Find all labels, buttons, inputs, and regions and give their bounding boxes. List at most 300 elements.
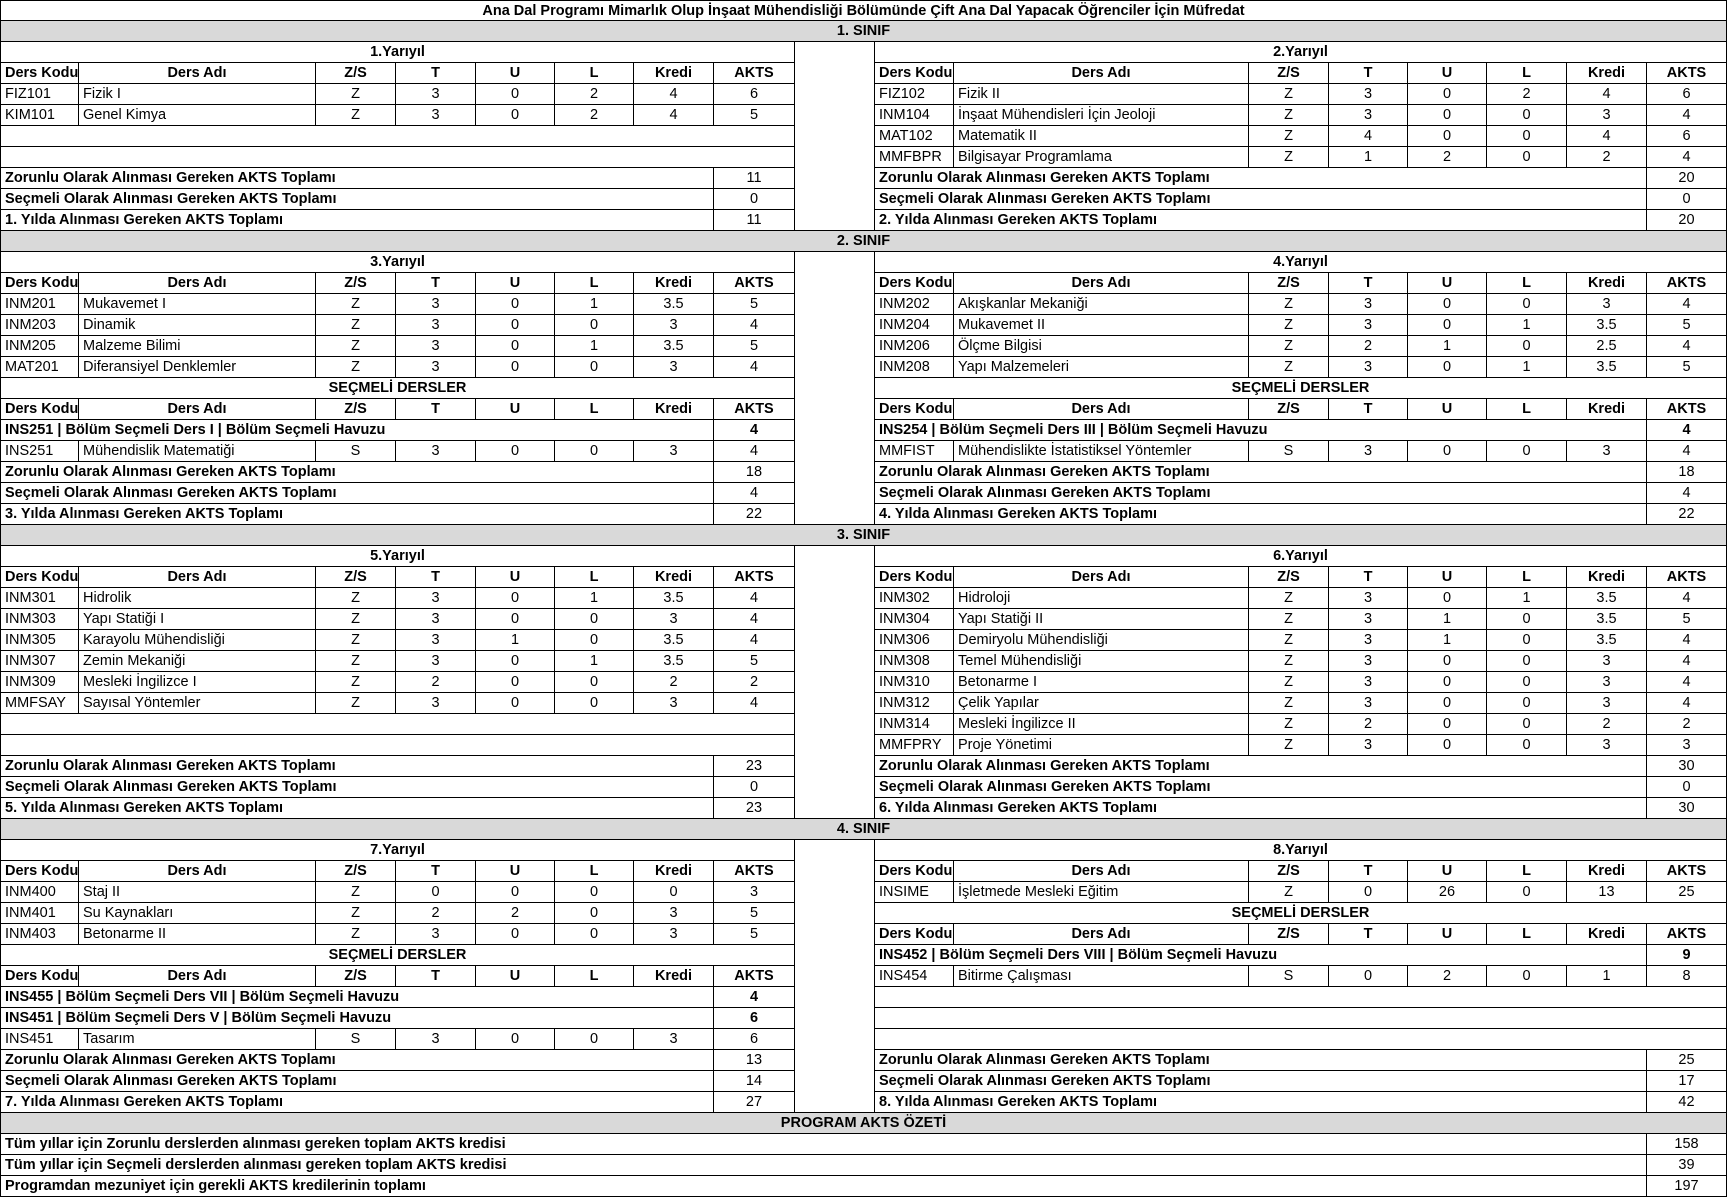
course-zs: Z <box>316 84 396 105</box>
course-t: 3 <box>396 924 476 945</box>
course-t: 0 <box>1329 882 1408 903</box>
header-l: L <box>1487 861 1567 882</box>
course-t: 3 <box>396 630 476 651</box>
course-u: 0 <box>1408 588 1487 609</box>
course-zs: Z <box>316 882 396 903</box>
course-name: Bitirme Çalışması <box>954 966 1249 987</box>
header-kredi: Kredi <box>1567 567 1647 588</box>
course-code: INSIME <box>875 882 954 903</box>
course-kredi: 3 <box>1567 651 1647 672</box>
course-kredi: 2 <box>1567 147 1647 168</box>
course-l: 1 <box>555 294 634 315</box>
course-code: INS251 <box>0 441 79 462</box>
course-akts: 4 <box>714 357 795 378</box>
header-code: Ders Kodu <box>875 567 954 588</box>
column-gap <box>795 546 875 819</box>
course-u: 0 <box>476 294 555 315</box>
total-value: 13 <box>714 1050 795 1071</box>
header-kredi: Kredi <box>634 861 714 882</box>
summary-row <box>0 1176 1727 1197</box>
total-label: Zorunlu Olarak Alınması Gereken AKTS Toplamı <box>0 168 714 189</box>
course-code: INM307 <box>0 651 79 672</box>
total-value: 0 <box>714 777 795 798</box>
header-zs: Z/S <box>316 966 396 987</box>
total-label: Seçmeli Olarak Alınması Gereken AKTS Toplamı <box>875 483 1647 504</box>
header-l: L <box>1487 567 1567 588</box>
course-akts: 5 <box>714 924 795 945</box>
course-t: 3 <box>1329 357 1408 378</box>
header-code: Ders Kodu <box>875 273 954 294</box>
header-name: Ders Adı <box>954 273 1249 294</box>
course-zs: Z <box>316 630 396 651</box>
header-code: Ders Kodu <box>875 924 954 945</box>
course-name: Su Kaynakları <box>79 903 316 924</box>
total-value: 17 <box>1647 1071 1727 1092</box>
total-label: 6. Yılda Alınması Gereken AKTS Toplamı <box>875 798 1647 819</box>
header-kredi: Kredi <box>1567 63 1647 84</box>
course-akts: 5 <box>714 903 795 924</box>
header-u: U <box>1408 861 1487 882</box>
header-kredi: Kredi <box>634 399 714 420</box>
course-kredi: 3 <box>634 903 714 924</box>
header-code: Ders Kodu <box>875 399 954 420</box>
course-kredi: 3 <box>1567 441 1647 462</box>
header-u: U <box>476 399 555 420</box>
course-u: 0 <box>476 315 555 336</box>
course-zs: Z <box>316 357 396 378</box>
course-kredi: 13 <box>1567 882 1647 903</box>
class-title-row <box>0 819 1727 840</box>
course-code: FIZ102 <box>875 84 954 105</box>
course-akts: 5 <box>1647 609 1727 630</box>
course-name: Mühendislik Matematiği <box>79 441 316 462</box>
header-name: Ders Adı <box>954 63 1249 84</box>
header-akts: AKTS <box>714 861 795 882</box>
course-l: 0 <box>555 1029 634 1050</box>
semester-title: 5.Yarıyıl <box>0 546 795 567</box>
total-value: 22 <box>714 504 795 525</box>
course-u: 0 <box>1408 441 1487 462</box>
course-t: 3 <box>396 357 476 378</box>
right-blank-cell <box>875 1029 1727 1050</box>
left-blank-cell <box>0 714 795 735</box>
header-akts: AKTS <box>1647 63 1727 84</box>
course-u: 0 <box>1408 714 1487 735</box>
course-name: Karayolu Mühendisliği <box>79 630 316 651</box>
class-title: 3. SINIF <box>0 525 1727 546</box>
course-t: 3 <box>396 336 476 357</box>
total-label: 4. Yılda Alınması Gereken AKTS Toplamı <box>875 504 1647 525</box>
left-blank-cell <box>0 147 795 168</box>
course-code: INM401 <box>0 903 79 924</box>
course-kredi: 3.5 <box>634 651 714 672</box>
summary-value: 158 <box>1647 1134 1727 1155</box>
course-akts: 4 <box>714 441 795 462</box>
total-value: 42 <box>1647 1092 1727 1113</box>
course-code: INM314 <box>875 714 954 735</box>
course-code: INM201 <box>0 294 79 315</box>
course-u: 0 <box>476 672 555 693</box>
total-label: Seçmeli Olarak Alınması Gereken AKTS Toplamı <box>0 189 714 210</box>
header-l: L <box>555 966 634 987</box>
course-name: Sayısal Yöntemler <box>79 693 316 714</box>
header-name: Ders Adı <box>954 924 1249 945</box>
course-l: 0 <box>1487 126 1567 147</box>
course-kredi: 3 <box>1567 672 1647 693</box>
course-kredi: 3.5 <box>1567 630 1647 651</box>
header-zs: Z/S <box>1249 567 1329 588</box>
course-zs: Z <box>1249 315 1329 336</box>
course-l: 1 <box>555 588 634 609</box>
course-zs: Z <box>316 315 396 336</box>
course-u: 0 <box>476 441 555 462</box>
course-t: 3 <box>396 693 476 714</box>
course-name: Genel Kimya <box>79 105 316 126</box>
elective-pool-akts: 6 <box>714 1008 795 1029</box>
header-kredi: Kredi <box>634 273 714 294</box>
course-t: 0 <box>396 882 476 903</box>
course-kredi: 1 <box>1567 966 1647 987</box>
header-akts: AKTS <box>1647 924 1727 945</box>
total-label: 1. Yılda Alınması Gereken AKTS Toplamı <box>0 210 714 231</box>
course-zs: Z <box>1249 693 1329 714</box>
course-kredi: 4 <box>634 105 714 126</box>
course-akts: 5 <box>1647 357 1727 378</box>
course-name: Fizik II <box>954 84 1249 105</box>
course-akts: 4 <box>1647 588 1727 609</box>
header-name: Ders Adı <box>79 399 316 420</box>
course-name: Demiryolu Mühendisliği <box>954 630 1249 651</box>
course-zs: Z <box>1249 84 1329 105</box>
header-t: T <box>1329 273 1408 294</box>
course-name: Bilgisayar Programlama <box>954 147 1249 168</box>
header-kredi: Kredi <box>634 567 714 588</box>
header-code: Ders Kodu <box>0 63 79 84</box>
total-label: 3. Yılda Alınması Gereken AKTS Toplamı <box>0 504 714 525</box>
course-t: 2 <box>1329 714 1408 735</box>
course-code: INS451 <box>0 1029 79 1050</box>
semester-title: 2.Yarıyıl <box>875 42 1727 63</box>
total-value: 22 <box>1647 504 1727 525</box>
course-code: MMFSAY <box>0 693 79 714</box>
header-u: U <box>476 273 555 294</box>
total-label: Zorunlu Olarak Alınması Gereken AKTS Toplamı <box>875 168 1647 189</box>
course-akts: 5 <box>714 294 795 315</box>
course-zs: Z <box>316 609 396 630</box>
semester-title: 7.Yarıyıl <box>0 840 795 861</box>
header-t: T <box>396 273 476 294</box>
header-t: T <box>396 399 476 420</box>
right-blank-cell <box>875 987 1727 1008</box>
course-zs: S <box>1249 441 1329 462</box>
course-zs: Z <box>1249 336 1329 357</box>
summary-value: 39 <box>1647 1155 1727 1176</box>
header-t: T <box>1329 63 1408 84</box>
course-t: 3 <box>396 105 476 126</box>
course-l: 2 <box>555 84 634 105</box>
course-name: Mukavemet II <box>954 315 1249 336</box>
page-title-row <box>0 0 1727 21</box>
summary-label: Programdan mezuniyet için gerekli AKTS kredilerinin toplamı <box>0 1176 1647 1197</box>
header-kredi: Kredi <box>634 966 714 987</box>
course-u: 0 <box>1408 693 1487 714</box>
semester-title: 6.Yarıyıl <box>875 546 1727 567</box>
summary-label: Tüm yıllar için Zorunlu derslerden alınması gereken toplam AKTS kredisi <box>0 1134 1647 1155</box>
course-code: INM310 <box>875 672 954 693</box>
course-u: 0 <box>476 651 555 672</box>
course-akts: 4 <box>1647 672 1727 693</box>
header-u: U <box>1408 63 1487 84</box>
course-l: 0 <box>1487 630 1567 651</box>
header-t: T <box>1329 861 1408 882</box>
course-u: 1 <box>476 630 555 651</box>
header-u: U <box>1408 924 1487 945</box>
course-code: INM403 <box>0 924 79 945</box>
total-value: 0 <box>714 189 795 210</box>
course-kredi: 3.5 <box>1567 588 1647 609</box>
course-akts: 3 <box>1647 735 1727 756</box>
course-t: 4 <box>1329 126 1408 147</box>
header-akts: AKTS <box>714 63 795 84</box>
course-t: 3 <box>1329 315 1408 336</box>
course-name: Betonarme I <box>954 672 1249 693</box>
course-zs: Z <box>1249 735 1329 756</box>
course-u: 2 <box>1408 966 1487 987</box>
course-kredi: 2 <box>634 672 714 693</box>
class-title: 1. SINIF <box>0 21 1727 42</box>
course-zs: Z <box>316 588 396 609</box>
course-name: İşletmede Mesleki Eğitim <box>954 882 1249 903</box>
course-akts: 4 <box>714 693 795 714</box>
course-akts: 6 <box>714 84 795 105</box>
course-l: 0 <box>555 693 634 714</box>
course-u: 0 <box>1408 105 1487 126</box>
course-t: 3 <box>396 609 476 630</box>
course-zs: Z <box>1249 672 1329 693</box>
elective-pool-akts: 4 <box>1647 420 1727 441</box>
course-kredi: 0 <box>634 882 714 903</box>
header-u: U <box>1408 399 1487 420</box>
header-l: L <box>1487 273 1567 294</box>
summary-value: 197 <box>1647 1176 1727 1197</box>
course-code: INM301 <box>0 588 79 609</box>
course-u: 2 <box>1408 147 1487 168</box>
total-value: 27 <box>714 1092 795 1113</box>
course-kredi: 3 <box>634 315 714 336</box>
header-zs: Z/S <box>316 399 396 420</box>
course-code: INM400 <box>0 882 79 903</box>
course-name: Yapı Malzemeleri <box>954 357 1249 378</box>
course-akts: 4 <box>714 630 795 651</box>
course-name: Fizik I <box>79 84 316 105</box>
course-u: 2 <box>476 903 555 924</box>
course-u: 0 <box>476 336 555 357</box>
header-l: L <box>555 63 634 84</box>
course-name: Diferansiyel Denklemler <box>79 357 316 378</box>
course-t: 3 <box>1329 441 1408 462</box>
course-u: 0 <box>1408 735 1487 756</box>
course-t: 3 <box>1329 735 1408 756</box>
header-u: U <box>476 861 555 882</box>
elective-pool-name: INS455 | Bölüm Seçmeli Ders VII | Bölüm Seçmeli Havuzu <box>0 987 714 1008</box>
header-akts: AKTS <box>714 966 795 987</box>
total-label: Seçmeli Olarak Alınması Gereken AKTS Toplamı <box>875 189 1647 210</box>
header-zs: Z/S <box>1249 273 1329 294</box>
course-kredi: 3.5 <box>1567 609 1647 630</box>
course-name: Yapı Statiği II <box>954 609 1249 630</box>
course-code: INM308 <box>875 651 954 672</box>
total-value: 30 <box>1647 798 1727 819</box>
elective-section-title: SEÇMELİ DERSLER <box>875 378 1727 399</box>
left-blank-cell <box>0 735 795 756</box>
header-zs: Z/S <box>1249 63 1329 84</box>
course-code: MMFIST <box>875 441 954 462</box>
course-code: MMFPRY <box>875 735 954 756</box>
header-zs: Z/S <box>1249 861 1329 882</box>
course-u: 0 <box>1408 84 1487 105</box>
course-l: 0 <box>555 924 634 945</box>
course-name: Ölçme Bilgisi <box>954 336 1249 357</box>
course-zs: S <box>316 1029 396 1050</box>
course-t: 3 <box>1329 693 1408 714</box>
course-zs: Z <box>1249 882 1329 903</box>
course-code: INM204 <box>875 315 954 336</box>
course-akts: 4 <box>1647 294 1727 315</box>
course-code: INM104 <box>875 105 954 126</box>
course-akts: 5 <box>714 105 795 126</box>
total-label: Zorunlu Olarak Alınması Gereken AKTS Toplamı <box>0 462 714 483</box>
elective-pool-name: INS251 | Bölüm Seçmeli Ders I | Bölüm Seçmeli Havuzu <box>0 420 714 441</box>
course-t: 3 <box>396 441 476 462</box>
header-name: Ders Adı <box>954 399 1249 420</box>
course-u: 26 <box>1408 882 1487 903</box>
right-blank-cell <box>875 1008 1727 1029</box>
course-l: 0 <box>555 672 634 693</box>
course-name: Temel Mühendisliği <box>954 651 1249 672</box>
header-l: L <box>555 567 634 588</box>
header-code: Ders Kodu <box>0 861 79 882</box>
header-code: Ders Kodu <box>0 399 79 420</box>
course-name: Mukavemet I <box>79 294 316 315</box>
header-kredi: Kredi <box>1567 273 1647 294</box>
course-t: 3 <box>1329 672 1408 693</box>
header-u: U <box>476 63 555 84</box>
course-u: 0 <box>476 105 555 126</box>
left-blank-cell <box>0 126 795 147</box>
course-akts: 4 <box>1647 147 1727 168</box>
total-value: 20 <box>1647 210 1727 231</box>
course-code: MMFBPR <box>875 147 954 168</box>
total-value: 25 <box>1647 1050 1727 1071</box>
course-t: 3 <box>1329 84 1408 105</box>
total-value: 4 <box>714 483 795 504</box>
total-value: 0 <box>1647 777 1727 798</box>
header-akts: AKTS <box>1647 861 1727 882</box>
course-zs: Z <box>316 903 396 924</box>
course-code: INM202 <box>875 294 954 315</box>
total-label: 5. Yılda Alınması Gereken AKTS Toplamı <box>0 798 714 819</box>
course-l: 0 <box>1487 609 1567 630</box>
course-l: 0 <box>1487 735 1567 756</box>
course-kredi: 3 <box>1567 105 1647 126</box>
course-akts: 6 <box>714 1029 795 1050</box>
header-u: U <box>476 567 555 588</box>
course-code: INM312 <box>875 693 954 714</box>
course-t: 3 <box>1329 651 1408 672</box>
total-label: Seçmeli Olarak Alınması Gereken AKTS Toplamı <box>875 1071 1647 1092</box>
course-kredi: 3 <box>634 357 714 378</box>
course-kredi: 4 <box>634 84 714 105</box>
total-label: Zorunlu Olarak Alınması Gereken AKTS Toplamı <box>0 1050 714 1071</box>
course-akts: 4 <box>1647 651 1727 672</box>
course-zs: Z <box>316 651 396 672</box>
course-code: INM205 <box>0 336 79 357</box>
header-code: Ders Kodu <box>0 966 79 987</box>
header-akts: AKTS <box>1647 273 1727 294</box>
course-u: 0 <box>1408 294 1487 315</box>
course-l: 0 <box>1487 147 1567 168</box>
course-zs: Z <box>1249 609 1329 630</box>
class-title-row <box>0 231 1727 252</box>
class-title: 2. SINIF <box>0 231 1727 252</box>
course-name: İnşaat Mühendisleri İçin Jeoloji <box>954 105 1249 126</box>
header-akts: AKTS <box>1647 399 1727 420</box>
header-zs: Z/S <box>316 63 396 84</box>
header-zs: Z/S <box>1249 924 1329 945</box>
course-l: 0 <box>1487 336 1567 357</box>
total-label: Seçmeli Olarak Alınması Gereken AKTS Toplamı <box>0 1071 714 1092</box>
course-l: 0 <box>555 609 634 630</box>
course-code: MAT102 <box>875 126 954 147</box>
total-value: 11 <box>714 210 795 231</box>
course-zs: Z <box>316 693 396 714</box>
course-name: Matematik II <box>954 126 1249 147</box>
course-kredi: 3 <box>634 1029 714 1050</box>
course-code: INS454 <box>875 966 954 987</box>
header-zs: Z/S <box>1249 399 1329 420</box>
header-kredi: Kredi <box>1567 924 1647 945</box>
course-l: 1 <box>555 336 634 357</box>
total-label: Zorunlu Olarak Alınması Gereken AKTS Toplamı <box>875 462 1647 483</box>
course-code: INM203 <box>0 315 79 336</box>
course-u: 0 <box>476 588 555 609</box>
total-value: 0 <box>1647 189 1727 210</box>
total-label: Zorunlu Olarak Alınması Gereken AKTS Toplamı <box>0 756 714 777</box>
elective-section-title: SEÇMELİ DERSLER <box>0 945 795 966</box>
course-zs: Z <box>1249 147 1329 168</box>
course-l: 0 <box>1487 294 1567 315</box>
course-code: INM305 <box>0 630 79 651</box>
elective-pool-akts: 4 <box>714 987 795 1008</box>
total-label: Seçmeli Olarak Alınması Gereken AKTS Toplamı <box>875 777 1647 798</box>
summary-title-row <box>0 1113 1727 1134</box>
course-t: 2 <box>1329 336 1408 357</box>
course-akts: 6 <box>1647 126 1727 147</box>
header-l: L <box>1487 399 1567 420</box>
column-gap <box>795 252 875 525</box>
course-kredi: 3 <box>1567 693 1647 714</box>
course-u: 1 <box>1408 630 1487 651</box>
course-name: Staj II <box>79 882 316 903</box>
course-kredi: 3 <box>634 441 714 462</box>
summary-label: Tüm yıllar için Seçmeli derslerden alınması gereken toplam AKTS kredisi <box>0 1155 1647 1176</box>
course-name: Mesleki İngilizce I <box>79 672 316 693</box>
total-label: Zorunlu Olarak Alınması Gereken AKTS Toplamı <box>875 756 1647 777</box>
course-u: 0 <box>476 357 555 378</box>
semester-title: 4.Yarıyıl <box>875 252 1727 273</box>
course-l: 0 <box>555 903 634 924</box>
header-akts: AKTS <box>714 273 795 294</box>
